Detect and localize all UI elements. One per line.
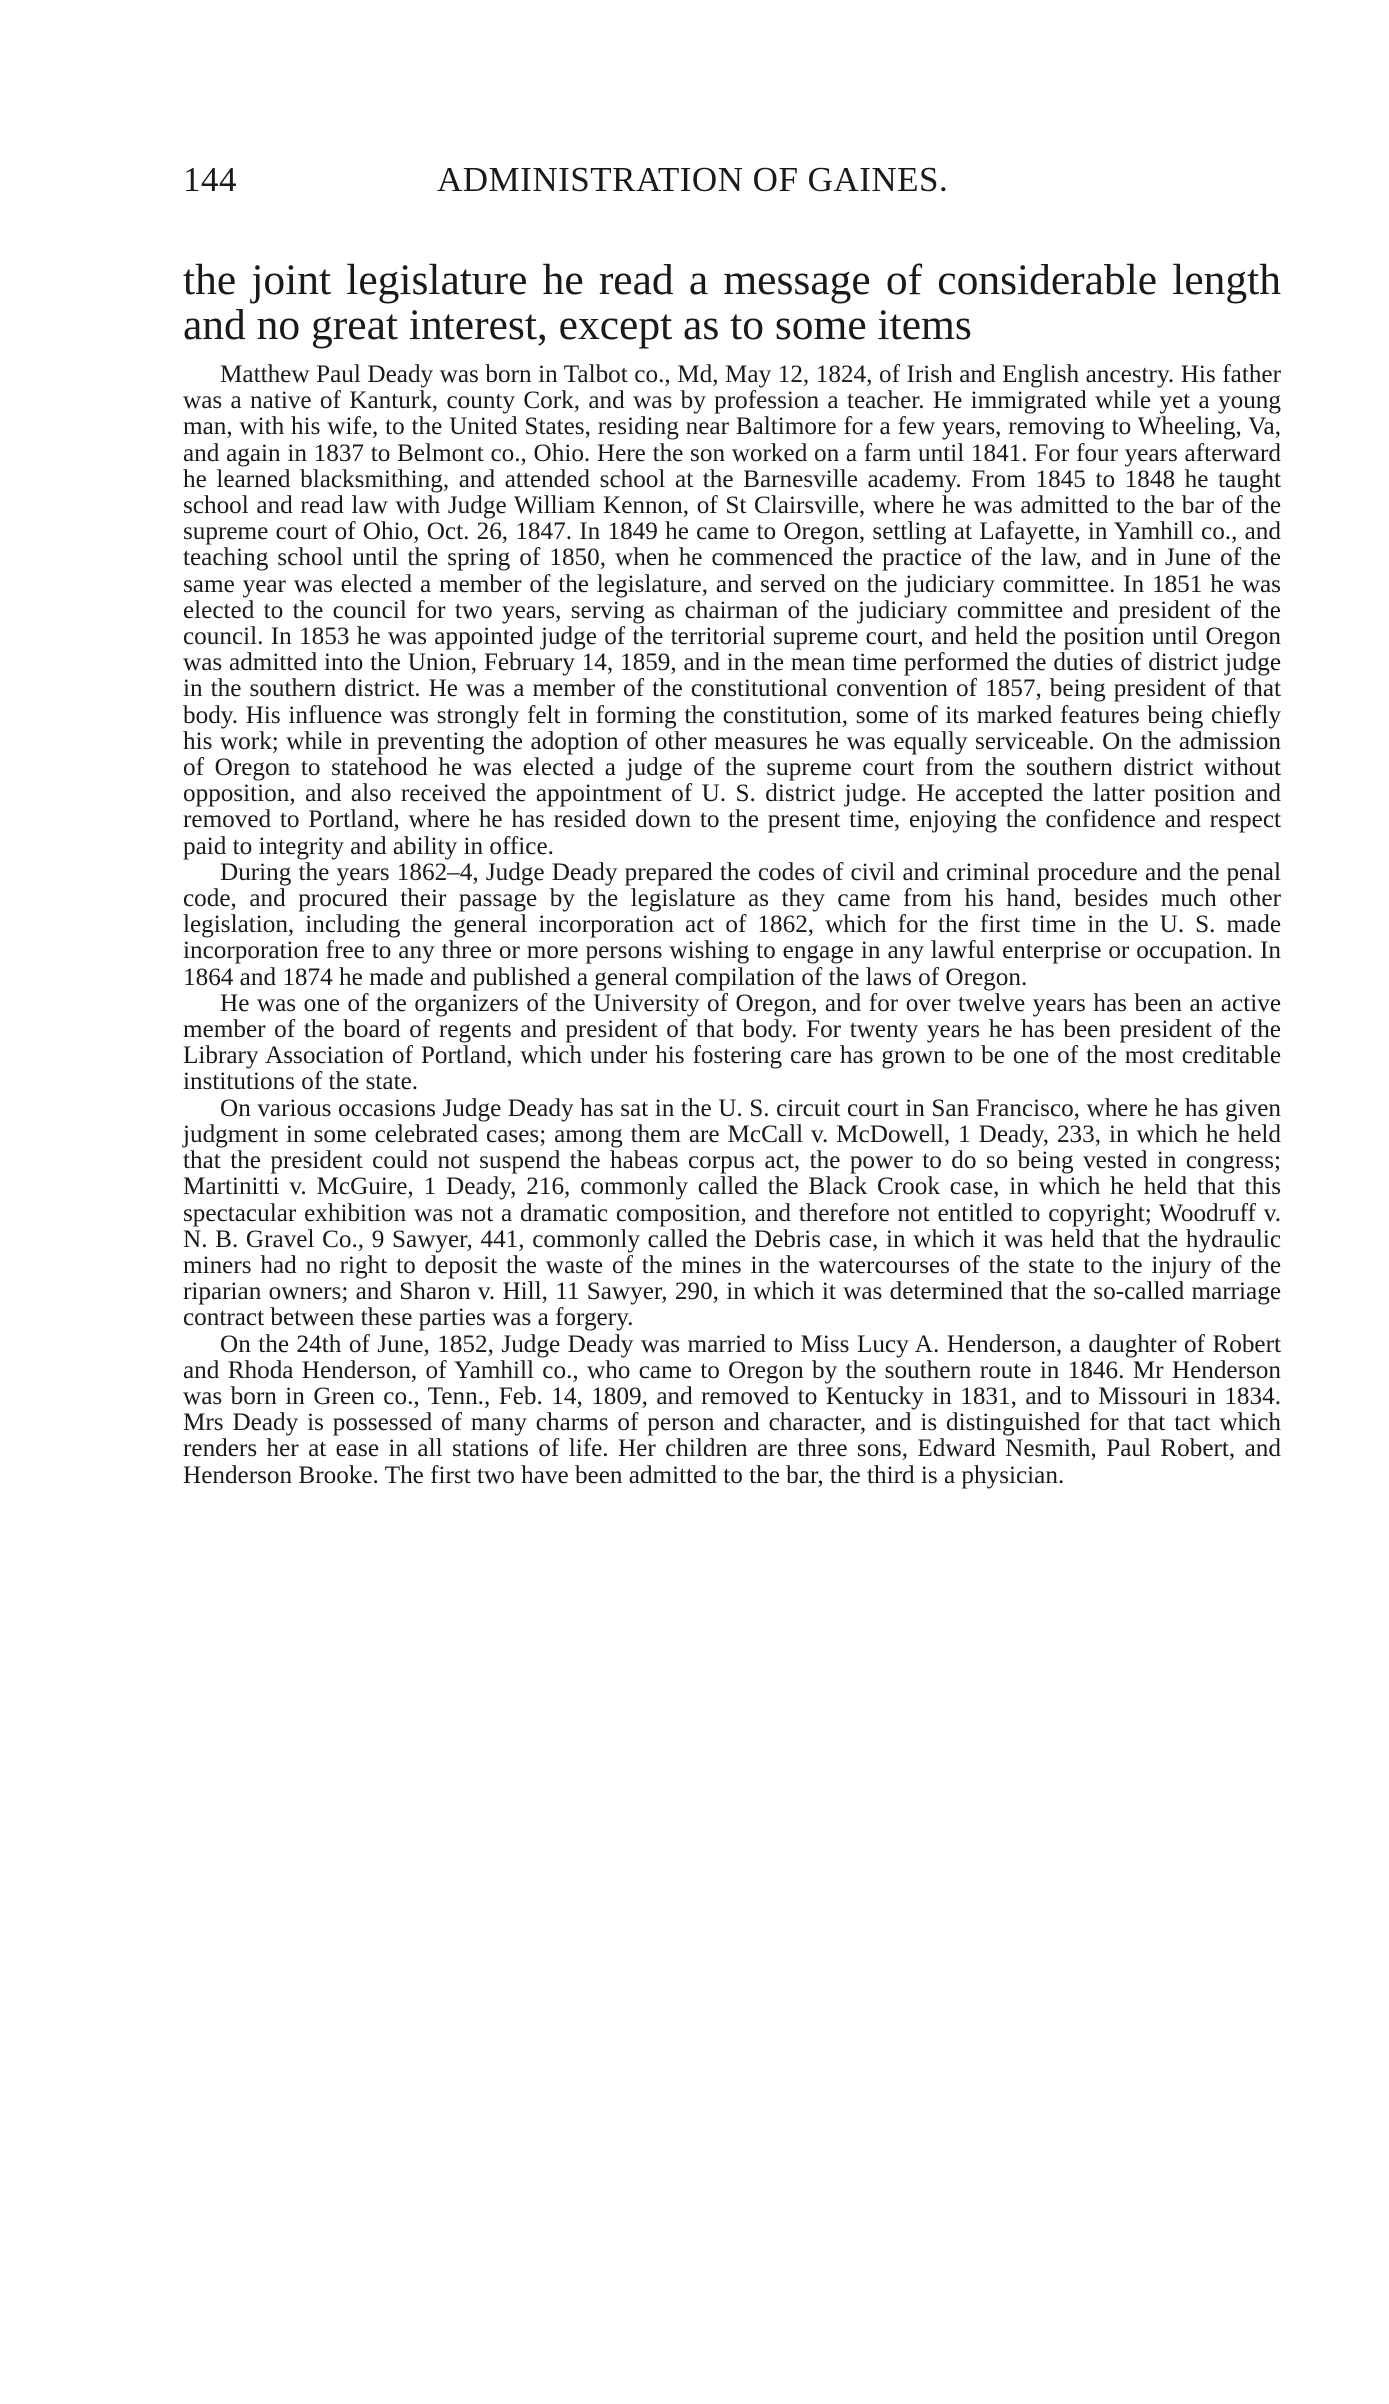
biographical-footnote [183, 362, 1281, 1489]
running-title: ADMINISTRATION OF GAINES. [437, 160, 949, 199]
page-number: 144 [183, 160, 237, 199]
footnote-paragraph-1: Matthew Paul Deady was born in Talbot co., Md, May 12, 1824, of Irish and English ancestry. His father was a native of Kanturk, county Cork, and was by profession a teacher. He immigrated while yet a young man, with his wife, to the United States, residing near Baltimore for a few years, removing to Wheeling, Va, and again in 1837 to Belmont co., Ohio. Here the son worked on a farm until 1841. For four years afterward he learned blacksmithing, and attended school at the Barnesville academy. From 1845 to 1848 he taught school and read law with Judge William Kennon, of St Clairsville, where he was admitted to the bar of the supreme court of Ohio, Oct. 26, 1847. In 1849 he came to Oregon, settling at Lafayette, in Yamhill co., and teaching school until the spring of 1850, when he commenced the practice of the law, and in June of the same year was elected a member of the legislature, and served on the judiciary committee. In 1851 he was elected to the council for two years, serving as chairman of the judiciary committee and president of the council. In 1853 he was appointed judge of the territorial supreme court, and held the position until Oregon was admitted into the Union, February 14, 1859, and in the mean time performed the duties of district judge in the southern district. He was a member of the constitutional convention of 1857, being president of that body. His influence was strongly felt in forming the constitution, some of its marked features being chiefly his work; while in preventing the adoption of other measures he was equally serviceable. On the admission of Oregon to statehood he was elected a judge of the supreme court from the southern district without opposition, and also received the appointment of U. S. district judge. He accepted the latter position and removed to Portland, where he has resided down to the present time, enjoying the confidence and respect paid to integrity and ability in office. [183, 361, 1281, 860]
footnote-paragraph-2: During the years 1862–4, Judge Deady prepared the codes of civil and criminal procedure and the penal code, and procured their passage by the legislature as they came from his hand, besides much other legislation, including the general incorporation act of 1862, which for the first time in the U. S. made incorporation free to any three or more persons wishing to engage in any lawful enterprise or occupation. In 1864 and 1874 he made and published a general compilation of the laws of Oregon. [183, 858, 1281, 991]
running-head [183, 160, 983, 200]
main-text: the joint legislature he read a message of considerable length and no great interest, except as to some items [183, 256, 1281, 349]
footnote-paragraph-4: On various occasions Judge Deady has sat in the U. S. circuit court in San Francisco, where he has given judgment in some celebrated cases; among them are McCall v. McDowell, 1 Deady, 233, in which he held that the president could not suspend the habeas corpus act, the power to do so being vested in congress; Martinitti v. McGuire, 1 Deady, 216, commonly called the Black Crook case, in which he held that this spectacular exhibition was not a dramatic composition, and therefore not entitled to copyright; Woodruff v. N. B. Gravel Co., 9 Sawyer, 441, commonly called the Debris case, in which it was held that the hydraulic miners had no right to deposit the waste of the mines in the watercourses of the state to the injury of the riparian owners; and Sharon v. Hill, 11 Sawyer, 290, in which it was determined that the so-called marriage contract between these parties was a forgery. [183, 1094, 1281, 1332]
body-text [183, 258, 1281, 1489]
footnote-paragraph-5: On the 24th of June, 1852, Judge Deady was married to Miss Lucy A. Henderson, a daughter of Robert and Rhoda Henderson, of Yamhill co., who came to Oregon by the southern route in 1846. Mr Henderson was born in Green co., Tenn., Feb. 14, 1809, and removed to Kentucky in 1831, and to Missouri in 1834. Mrs Deady is possessed of many charms of person and character, and is distinguished for that tact which renders her at ease in all stations of life. Her children are three sons, Edward Nesmith, Paul Robert, and Henderson Brooke. The first two have been admitted to the bar, the third is a physician. [183, 1330, 1281, 1489]
footnote-paragraph-3: He was one of the organizers of the University of Oregon, and for over twelve years has been an active member of the board of regents and president of that body. For twenty years he has been president of the Library Association of Portland, which under his fostering care has grown to be one of the most creditable institutions of the state. [183, 989, 1281, 1096]
